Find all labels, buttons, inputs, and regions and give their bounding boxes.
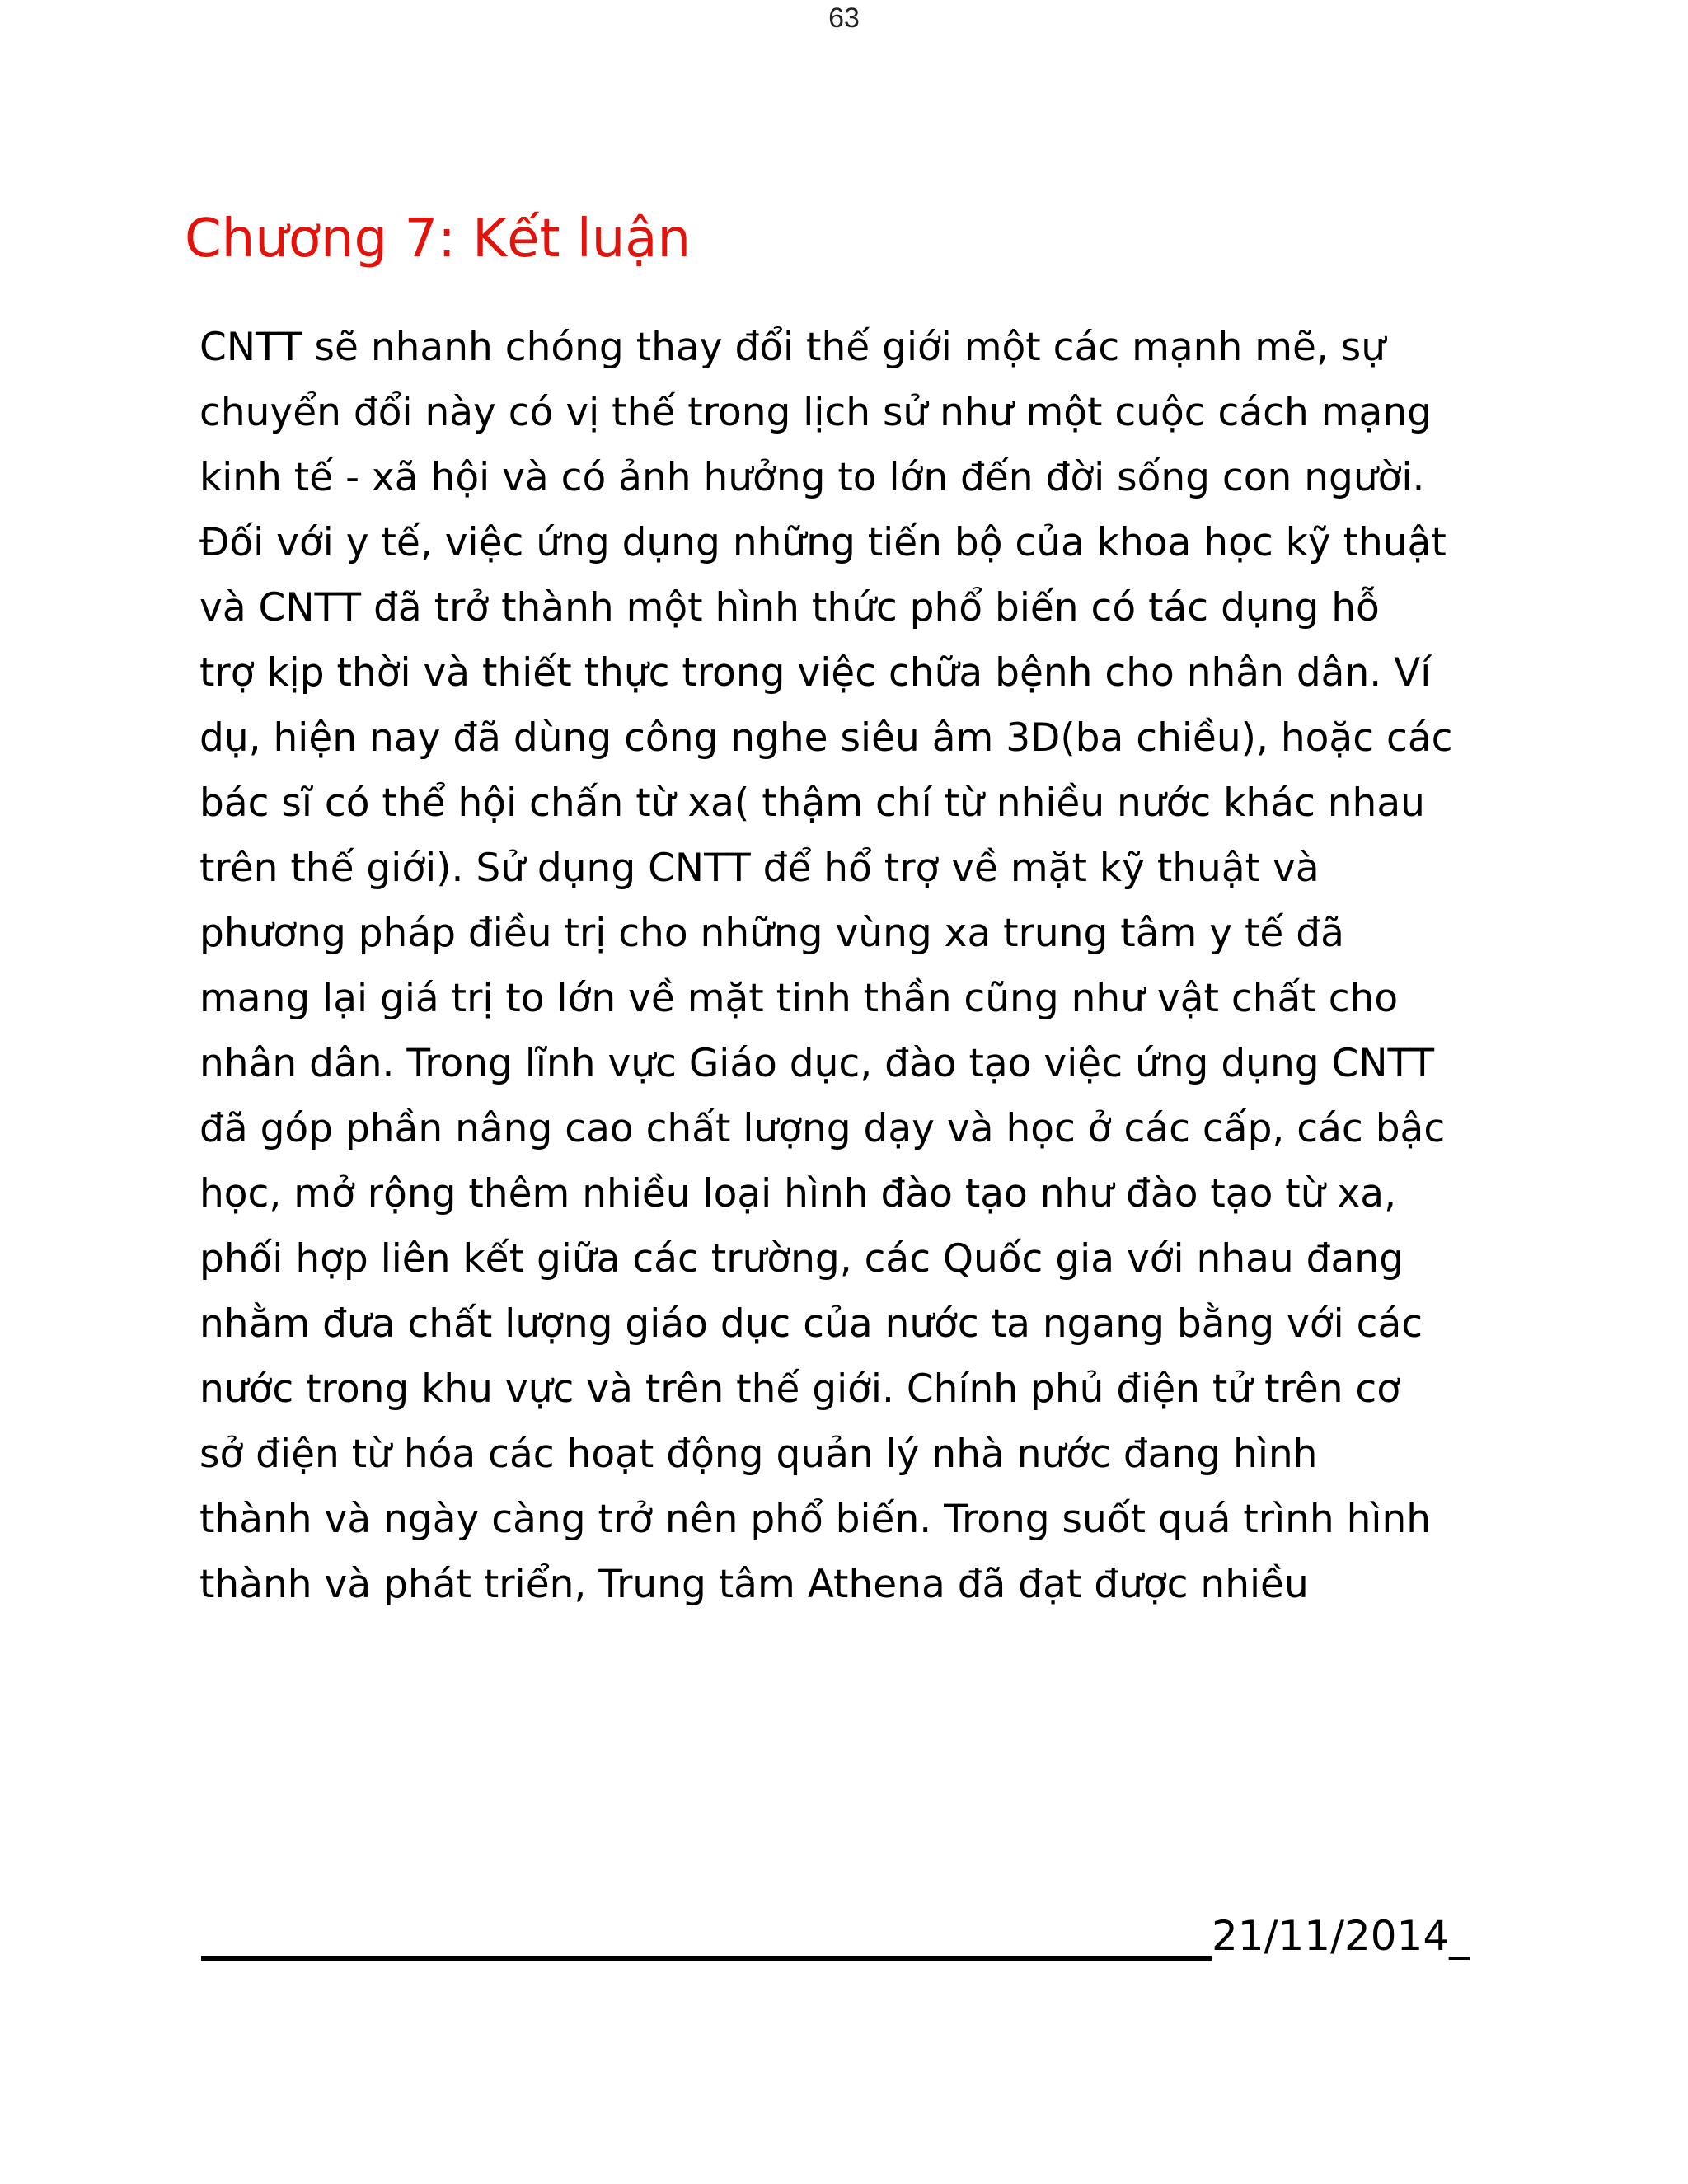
body-line: chuyển đổi này có vị thế trong lịch sử như một cuộc cách mạng (199, 390, 1432, 435)
body-line: nhằm đưa chất lượng giáo dục của nước ta ngang bằng với các (199, 1301, 1423, 1347)
body-line: Đối với y tế, việc ứng dụng những tiến bộ của khoa học kỹ thuật (199, 520, 1447, 565)
body-line: bác sĩ có thể hội chấn từ xa( thậm chí từ nhiều nước khác nhau (199, 780, 1425, 826)
body-line: trợ kịp thời và thiết thực trong việc chữa bệnh cho nhân dân. Ví (199, 650, 1432, 696)
body-line: nhân dân. Trong lĩnh vực Giáo dục, đào tạo việc ứng dụng CNTT (199, 1041, 1435, 1086)
page-footer (201, 1909, 1484, 1966)
body-line: sở điện từ hóa các hoạt động quản lý nhà nước đang hình (199, 1432, 1318, 1477)
body-line: dụ, hiện nay đã dùng công nghe siêu âm 3D(ba chiều), hoặc các (199, 715, 1453, 761)
body-line: nước trong khu vực và trên thế giới. Chính phủ điện tử trên cơ (199, 1366, 1401, 1412)
body-line: CNTT sẽ nhanh chóng thay đổi thế giới một các mạnh mẽ, sự (199, 325, 1386, 370)
body-line: và CNTT đã trở thành một hình thức phổ biến có tác dụng hỗ (199, 585, 1380, 630)
body-line: học, mở rộng thêm nhiều loại hình đào tạo như đào tạo từ xa, (199, 1171, 1397, 1216)
body-line: đã góp phần nâng cao chất lượng dạy và học ở các cấp, các bậc (199, 1106, 1446, 1151)
body-paragraph (199, 315, 1485, 1617)
body-line: mang lại giá trị to lớn về mặt tinh thần cũng như vật chất cho (199, 976, 1399, 1021)
body-line: kinh tế - xã hội và có ảnh hưởng to lớn đến đời sống con người. (199, 455, 1425, 500)
page-number: 63 (828, 2, 860, 34)
body-line: thành và ngày càng trở nên phổ biến. Trong suốt quá trình hình (199, 1497, 1432, 1542)
body-line: phối hợp liên kết giữa các trường, các Quốc gia với nhau đang (199, 1236, 1404, 1282)
body-line: phương pháp điều trị cho những vùng xa trung tâm y tế đã (199, 911, 1344, 956)
body-line: thành và phát triển, Trung tâm Athena đã đạt được nhiều (199, 1562, 1309, 1607)
footer-rule (201, 1956, 1212, 1961)
chapter-title: Chương 7: Kết luận (185, 209, 692, 269)
footer-date: 21/11/2014_ (1212, 1912, 1470, 1960)
body-line: trên thế giới). Sử dụng CNTT để hổ trợ về mặt kỹ thuật và (199, 846, 1320, 891)
